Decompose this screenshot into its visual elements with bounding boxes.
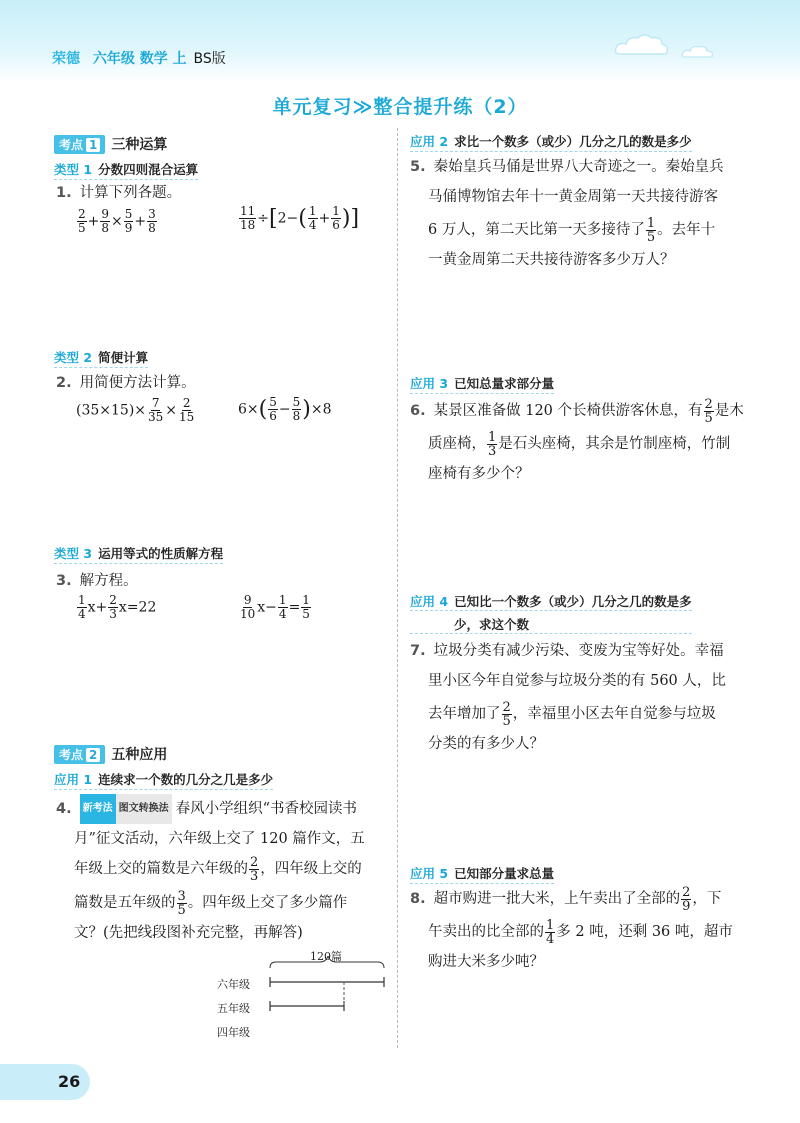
question-8: 8. 超市购进一批大米，上午卖出了全部的 $\frac{2}{9}$ ，下 午卖出的比全部的 $\frac{1}{4}$ 多 2 吨，还剩 36 吨，超市 购进大米多少吨？ bbox=[410, 884, 733, 970]
application-2-heading: 应用 2 求比一个数多（或少）几分之几的数是多少 bbox=[410, 132, 692, 152]
book-title: 六年级 数学 上 bbox=[92, 51, 187, 67]
expression-1a: $\frac{2}{5}$ + $\frac{9}{8}$ × $\frac{5}{9}$ + $\frac{3}{8}$ bbox=[78, 207, 156, 235]
brand-logo: 荣德 bbox=[52, 51, 80, 67]
type-1-heading: 类型 1 分数四则混合运算 bbox=[54, 160, 198, 180]
section-title: 五种应用 bbox=[111, 747, 168, 763]
section-kaodian-2 bbox=[54, 744, 167, 764]
equation-3a: $\frac{1}{4}$ x+ $\frac{2}{3}$ x=22 bbox=[78, 593, 157, 621]
header-band bbox=[0, 0, 800, 82]
expression-2b: 6×( $\frac{5}{6}$ − $\frac{5}{8}$ )×8 bbox=[238, 395, 332, 423]
question-4: 4. 新考法 图文转换法 春风小学组织“书香校园读书 月”征文活动，六年级上交了 120 篇作文，五 年级上交的篇数是六年级的 $\frac{2}{3}$ ，四年级上交的 篇数是五年级的 $\frac{3}{5}$ 。四年级上交了多少篇作 文？(先把线段图补充完整，再解答) bbox=[56, 794, 386, 948]
question-6: 6. 某景区准备做 120 个长椅供游客休息，有 $\frac{2}{5}$ 是木 质座椅， $\frac{1}{3}$ 是石头座椅，其余是竹制座椅，竹制 座椅有多少个？ bbox=[410, 396, 744, 482]
equation-3b: $\frac{9}{10}$ x− $\frac{1}{4}$ = $\frac{1}{5}$ bbox=[240, 593, 310, 621]
diagram-total-label: 120篇 bbox=[310, 950, 342, 963]
kaodian-badge: 考点 2 bbox=[54, 745, 105, 764]
column-divider bbox=[397, 128, 398, 1048]
question-7: 7. 垃圾分类有减少污染、变废为宝等好处。幸福 里小区今年自觉参与垃圾分类的有 560 人，比 去年增加了 $\frac{2}{5}$ ，幸福里小区去年自觉参与垃圾 分类的有多少人？ bbox=[410, 643, 726, 752]
cloud-icon bbox=[680, 42, 716, 60]
question-3: 3. 解方程。 bbox=[56, 573, 138, 589]
total-brace bbox=[270, 956, 384, 968]
type-3-heading: 类型 3 运用等式的性质解方程 bbox=[54, 544, 223, 564]
page-number: 26 bbox=[0, 1064, 90, 1100]
kaodian-badge: 考点 1 bbox=[54, 135, 105, 154]
application-5-heading: 应用 5 已知部分量求总量 bbox=[410, 864, 554, 884]
type-2-heading: 类型 2 简便计算 bbox=[54, 348, 148, 368]
book-edition: BS版 bbox=[193, 51, 226, 67]
new-method-tag: 新考法 bbox=[80, 794, 116, 824]
book-header bbox=[52, 48, 226, 68]
question-1: 1. 计算下列各题。 bbox=[56, 185, 182, 201]
application-1-heading: 应用 1 连续求一个数的几分之几是多少 bbox=[54, 770, 273, 790]
method-tag: 图文转换法 bbox=[116, 794, 172, 824]
question-5: 5. 秦始皇兵马俑是世界八大奇迹之一。秦始皇兵 马俑博物馆去年十一黄金周第一天共接待游客 6 万人，第二天比第一天多接待了 $\frac{1}{5}$ 。去年十 一黄金周第二天共接待游客多少万人？ bbox=[410, 159, 724, 268]
application-4-heading: 应用 4 已知比一个数多（或少）几分之几的数是多 少，求这个数 bbox=[410, 594, 692, 632]
expression-2a: (35×15)× $\frac{7}{35}$ × $\frac{2}{15}$ bbox=[76, 396, 195, 424]
section-kaodian-1 bbox=[54, 134, 167, 154]
section-title: 三种运算 bbox=[111, 137, 168, 153]
cloud-icon bbox=[612, 30, 672, 58]
diagram-row-fifth-grade: 五年级 bbox=[217, 1002, 250, 1015]
line-segment-diagram bbox=[262, 956, 392, 1016]
question-2: 2. 用简便方法计算。 bbox=[56, 375, 196, 391]
diagram-row-fourth-grade: 四年级 bbox=[217, 1026, 250, 1039]
expression-1b: $\frac{11}{18}$ ÷[2−( $\frac{1}{4}$ + $\frac{1}{6}$ )] bbox=[240, 204, 360, 232]
application-3-heading: 应用 3 已知总量求部分量 bbox=[410, 374, 554, 394]
page-title: 单元复习≫整合提升练（2） bbox=[272, 96, 528, 118]
diagram-row-sixth-grade: 六年级 bbox=[217, 978, 250, 991]
